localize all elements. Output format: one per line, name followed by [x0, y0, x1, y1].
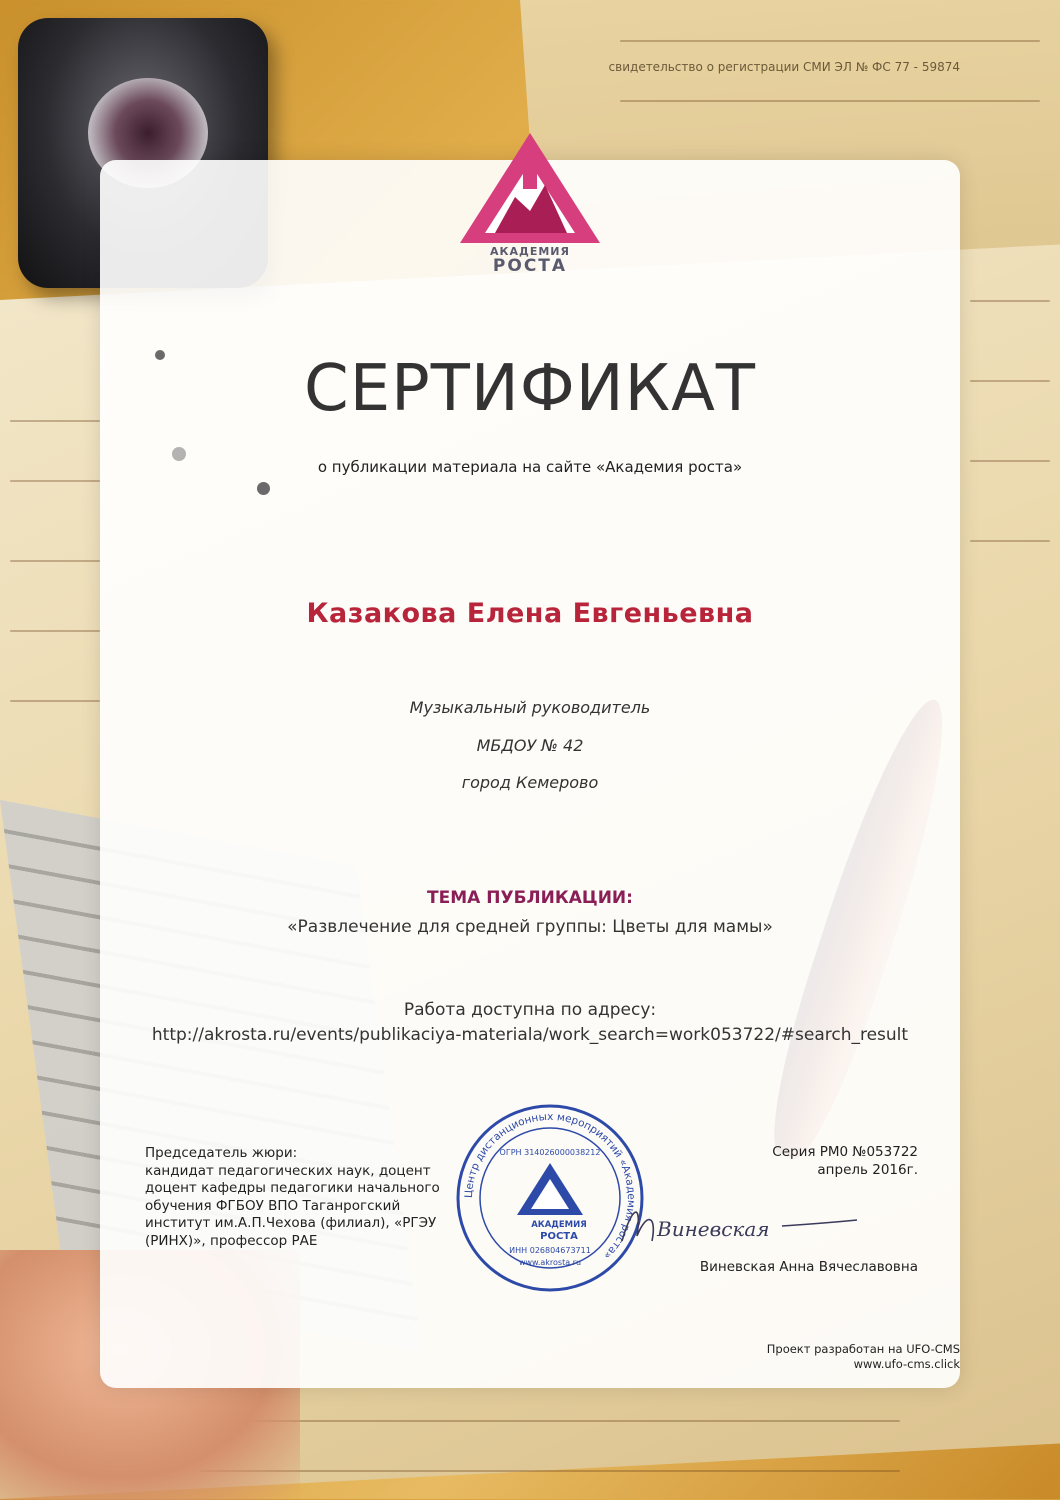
chair-line: (РИНХ)», профессор РАЕ — [145, 1232, 318, 1249]
registration-note: свидетельство о регистрации СМИ ЭЛ № ФС 77 - 59874 — [608, 60, 960, 74]
signer-name: Виневская Анна Вячеславовна — [699, 1259, 918, 1275]
chair-line: Председатель жюри: — [145, 1145, 298, 1161]
issue-date: апрель 2016г. — [817, 1162, 918, 1178]
stamp-logo-line2: РОСТА — [540, 1231, 578, 1242]
stamp-logo-line1: АКАДЕМИЯ — [531, 1220, 587, 1230]
recipient-city: город Кемерово — [461, 773, 599, 792]
stamp-ogrn: ОГРН 314026000038212 — [499, 1148, 601, 1157]
series-number: Серия РМ0 №053722 — [772, 1144, 918, 1160]
project-credit-link[interactable]: www.ufo-cms.click — [853, 1357, 960, 1371]
chair-line: обучения ФГБОУ ВПО Таганрогский — [145, 1197, 401, 1214]
logo-line2: РОСТА — [492, 255, 568, 276]
recipient-name: Казакова Елена Евгеньевна — [306, 598, 754, 629]
chair-line: доцент кафедры педагогики начального — [145, 1180, 440, 1196]
stamp-inn: ИНН 026804673711 — [509, 1246, 591, 1255]
project-credit — [700, 1342, 960, 1372]
academy-logo-text — [455, 246, 605, 275]
logo-line1: АКАДЕМИЯ — [490, 245, 570, 258]
certificate-subtitle: о публикации материала на сайте «Академия роста» — [317, 458, 743, 476]
handwritten-signature — [612, 1196, 862, 1256]
chair-line: институт им.А.П.Чехова (филиал), «РГЭУ — [145, 1215, 437, 1231]
series-block — [660, 1143, 918, 1179]
project-credit-line1: Проект разработан на UFO-CMS — [766, 1342, 960, 1356]
recipient-organization: МБДОУ № 42 — [476, 736, 584, 755]
certificate-title: СЕРТИФИКАТ — [304, 352, 756, 426]
availability-heading: Работа доступна по адресу: — [403, 1000, 657, 1020]
signature-text: Виневская — [657, 1217, 770, 1241]
chair-line: кандидат педагогических наук, доцент — [145, 1162, 431, 1179]
ink-dot — [257, 482, 270, 495]
jury-chair-block — [145, 1145, 475, 1250]
recipient-position: Музыкальный руководитель — [409, 698, 651, 717]
work-url-link[interactable]: http://akrosta.ru/events/publikaciya-materiala/work_search=work053722/#search_result — [151, 1025, 909, 1045]
stamp-site: www.akrosta.ru — [518, 1258, 582, 1267]
topic-text: «Развлечение для средней группы: Цветы для мамы» — [287, 917, 773, 937]
stamp-ring-text: Центр дистанционных мероприятий «Академия роста» — [462, 1110, 638, 1262]
topic-heading: ТЕМА ПУБЛИКАЦИИ: — [427, 888, 633, 908]
